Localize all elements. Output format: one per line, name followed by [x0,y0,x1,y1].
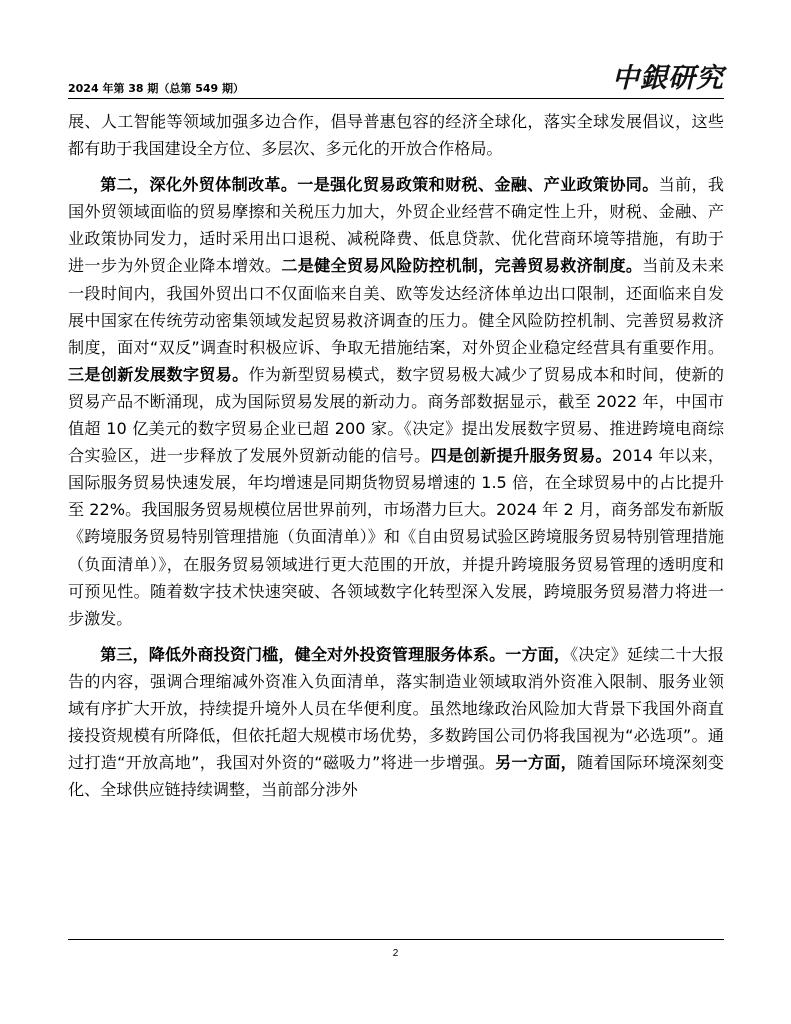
header-divider [68,98,724,99]
page-header [68,56,724,98]
bold-heading: 第三，降低外商投资门槛，健全对外投资管理服务体系。一方面， [100,644,571,664]
paragraph-1 [68,108,724,162]
bold-heading: 第二，深化外贸体制改革。一是强化贸易政策和财税、金融、产业政策协同。 [100,175,659,195]
text-run: 展、人工智能等领域加强多边合作，倡导普惠包容的经济全球化，落实全球发展倡议，这些都有助于我国建设全方位、多层次、多元化的开放合作格局。 [68,112,724,159]
page-number: 2 [392,948,399,959]
bold-heading: 四是创新提升服务贸易。 [430,446,612,466]
paragraph-2 [68,171,724,632]
article-body [68,108,724,812]
bold-heading: 三是创新发展数字贸易。 [68,364,249,384]
text-run: 当前，我国外贸领域面临的贸易摩擦和关税压力加大，外贸企业经营不确定性上升，财税、金融、产业政策协同发力，适时采用出口退税、减税降费、低息贷款、优化营商环境等措施，有助于进一步为外贸企业降本增效。 [68,175,725,276]
text-run: 随着国际环境深刻变化、全球供应链持续调整，当前部分涉外 [68,753,725,800]
text-run: 2014 年以来，国际服务贸易快速发展，年均增速是同期货物贸易增速的 1.5 倍，在全球贸易中的占比提升至 22%。我国服务贸易规模位居世界前列，市场潜力巨大。2024 年 2 月，商务部发布新版《跨境服务贸易特别管理措施（负面清单）》和《自由贸易试验区跨境服务贸易特别管理措施（负面清单）》，在服务贸易领域进行更大范围的开放，并提升跨境服务贸易管理的透明度和可预见性。随着数字技术快速突破、各领域数字化转型深入发展，跨境服务贸易潜力将进一步激发。 [68,446,724,628]
text-run: 作为新型贸易模式，数字贸易极大减少了贸易成本和时间，使新的贸易产品不断涌现，成为国际贸易发展的新动力。商务部数据显示，截至 2022 年，中国市值超 10 亿美元的数字贸易企业已超 200 家。《决定》提出发展数字贸易、推进跨境电商综合实验区，进一步释放了发展外贸新动能的信号。 [68,364,725,466]
text-run: 《决定》延续二十大报告的内容，强调合理缩减外资准入负面清单，落实制造业领域取消外资准入限制、服务业领域有序扩大开放，持续提升境外人员在华便利度。虽然地缘政治风险加大背景下我国外商直接投资规模有所降低，但依托超大规模市场优势，多数跨国公司仍将我国视为“必选项”。通过打造“开放高地”，我国对外资的“磁吸力”将进一步增强。 [68,644,725,773]
boc-research-logo: 中銀研究 [612,63,724,94]
footer-divider [68,939,724,940]
paragraph-3 [68,641,724,804]
text-run: 当前及未来一段时间内，我国外贸出口不仅面临来自美、欧等发达经济体单边出口限制，还面临来自发展中国家在传统劳动密集领域发起贸易救济调查的压力。健全风险防控机制、完善贸易救济制度，面对“双反”调查时积极应诉、争取无措施结案，对外贸企业稳定经营具有重要作用。 [68,256,725,357]
bold-heading: 二是健全贸易风险防控机制，完善贸易救济制度。 [281,256,643,276]
bold-heading: 另一方面， [495,753,577,773]
issue-label: 2024 年第 38 期（总第 549 期） [68,82,245,95]
